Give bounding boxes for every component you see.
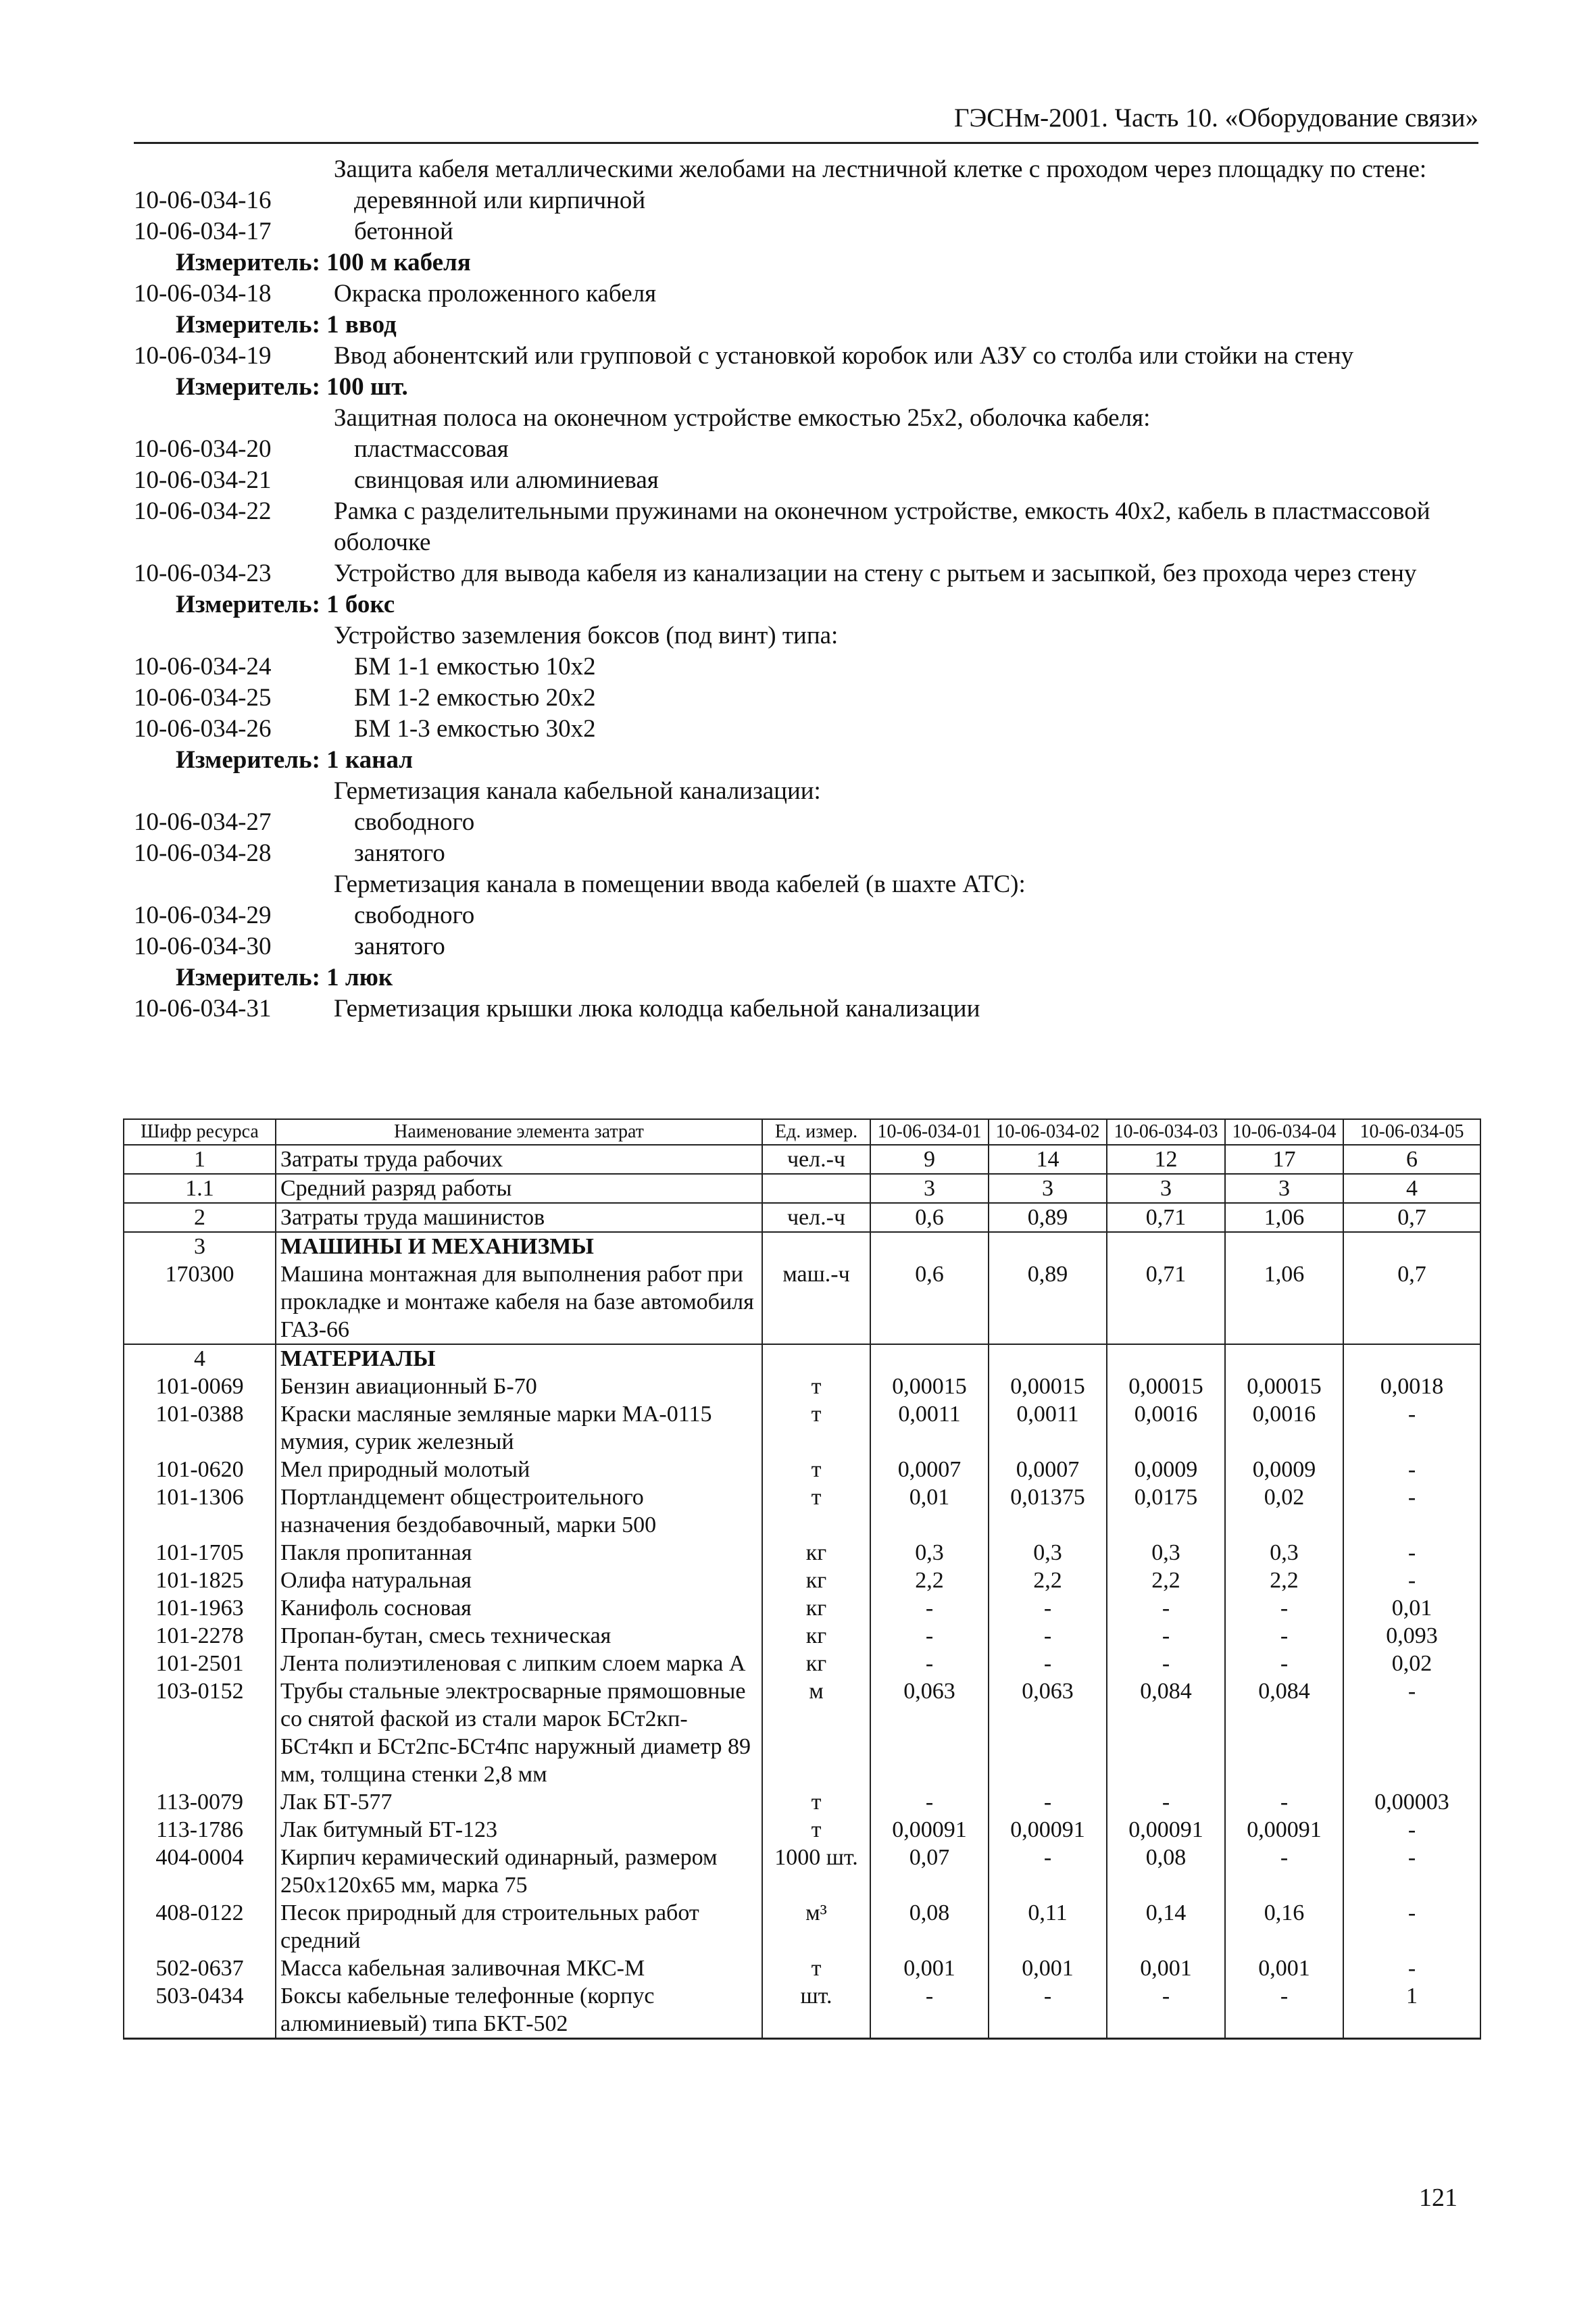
header-resource-code: Шифр ресурса <box>124 1119 276 1145</box>
cell-unit: м <box>762 1677 870 1788</box>
cell-resource-code: 408-0122 <box>124 1899 276 1954</box>
cell-unit <box>762 1232 870 1260</box>
table-row <box>124 1982 1480 2039</box>
table-row <box>124 1483 1480 1539</box>
page-header <box>134 101 1478 144</box>
cell-col-04 <box>1225 1232 1343 1260</box>
header-unit: Ед. измер. <box>762 1119 870 1145</box>
cell-resource-code: 502-0637 <box>124 1954 276 1982</box>
cell-col-03: 0,084 <box>1107 1677 1225 1788</box>
work-code: 10-06-034-21 <box>134 466 272 494</box>
cell-resource-code: 101-0388 <box>124 1400 276 1456</box>
cell-resource-code: 101-1705 <box>124 1539 276 1567</box>
cell-col-02: 0,0011 <box>989 1400 1107 1456</box>
table-row <box>124 1622 1480 1650</box>
cell-cost-element: МАТЕРИАЛЫ <box>276 1344 762 1373</box>
cell-col-03: 0,0009 <box>1107 1456 1225 1483</box>
cell-col-02 <box>989 1344 1107 1373</box>
work-description: БМ 1-3 емкостью 30х2 <box>354 715 596 743</box>
measure-unit-line <box>134 310 1485 341</box>
work-code: 10-06-034-28 <box>134 839 272 867</box>
cell-col-05: - <box>1343 1844 1480 1899</box>
work-description: свинцовая или алюминиевая <box>354 466 659 494</box>
table-row <box>124 1816 1480 1844</box>
cell-col-03: 0,71 <box>1107 1260 1225 1344</box>
cell-col-03: 0,71 <box>1107 1203 1225 1232</box>
table-row <box>124 1456 1480 1483</box>
cell-cost-element: Краски масляные земляные марки МА-0115 мумия, сурик железный <box>276 1400 762 1456</box>
cell-col-01: 0,3 <box>870 1539 989 1567</box>
cell-resource-code: 101-1963 <box>124 1594 276 1622</box>
cell-col-01: 0,063 <box>870 1677 989 1788</box>
work-entries-list <box>134 154 1485 1025</box>
work-code: 10-06-034-27 <box>134 808 272 836</box>
cell-col-03: - <box>1107 1982 1225 2039</box>
header-col-04: 10-06-034-04 <box>1225 1119 1343 1145</box>
work-entry <box>134 683 1485 714</box>
work-entry <box>134 993 1485 1025</box>
cell-col-02: - <box>989 1982 1107 2039</box>
cell-col-01: 0,00015 <box>870 1373 989 1400</box>
cell-resource-code: 101-0620 <box>124 1456 276 1483</box>
work-code: 10-06-034-22 <box>134 497 272 525</box>
cell-resource-code: 101-2278 <box>124 1622 276 1650</box>
work-description: Герметизация крышки люка колодца кабельной канализации <box>334 995 980 1023</box>
work-entry <box>134 807 1485 838</box>
cell-col-01: 0,00091 <box>870 1816 989 1844</box>
cell-cost-element: Машина монтажная для выполнения работ при прокладке и монтаже кабеля на базе автомобиля ГАЗ-66 <box>276 1260 762 1344</box>
cell-col-01: - <box>870 1594 989 1622</box>
cell-col-03: 0,14 <box>1107 1899 1225 1954</box>
table-row <box>124 1844 1480 1899</box>
work-description: занятого <box>354 933 445 960</box>
cell-col-05: - <box>1343 1456 1480 1483</box>
cell-col-04 <box>1225 1344 1343 1373</box>
work-description: Рамка с разделительными пружинами на оконечном устройстве, емкость 40х2, кабель в пластмассовой оболочке <box>334 497 1430 556</box>
cell-col-03: 0,3 <box>1107 1539 1225 1567</box>
cell-col-04: 3 <box>1225 1174 1343 1203</box>
cell-cost-element: МАШИНЫ И МЕХАНИЗМЫ <box>276 1232 762 1260</box>
header-cost-element: Наименование элемента затрат <box>276 1119 762 1145</box>
table-row <box>124 1203 1480 1232</box>
cell-col-01: 0,001 <box>870 1954 989 1982</box>
work-entry <box>134 465 1485 496</box>
work-code: 10-06-034-24 <box>134 653 272 681</box>
cell-col-03: 0,00091 <box>1107 1816 1225 1844</box>
cell-unit: шт. <box>762 1982 870 2039</box>
cell-col-03: 3 <box>1107 1174 1225 1203</box>
measure-unit-line <box>134 247 1485 278</box>
cell-col-04: - <box>1225 1650 1343 1677</box>
cell-col-01: 2,2 <box>870 1567 989 1594</box>
work-description: свободного <box>354 902 475 929</box>
cell-col-02: 0,0007 <box>989 1456 1107 1483</box>
cell-col-04: - <box>1225 1594 1343 1622</box>
cell-col-02: 0,00091 <box>989 1816 1107 1844</box>
work-code: 10-06-034-16 <box>134 187 272 214</box>
table-row <box>124 1400 1480 1456</box>
cell-col-05: 4 <box>1343 1174 1480 1203</box>
table-row <box>124 1899 1480 1954</box>
table-row <box>124 1567 1480 1594</box>
cell-col-03: - <box>1107 1622 1225 1650</box>
cell-col-04: 0,084 <box>1225 1677 1343 1788</box>
cell-col-04: 0,001 <box>1225 1954 1343 1982</box>
cell-col-01: 9 <box>870 1145 989 1174</box>
measure-unit-text: Измеритель: 100 м кабеля <box>176 249 471 276</box>
page-number: 121 <box>1419 2184 1457 2212</box>
cell-col-03 <box>1107 1232 1225 1260</box>
cell-unit <box>762 1174 870 1203</box>
work-entry <box>134 651 1485 683</box>
measure-unit-line <box>134 372 1485 403</box>
cell-col-05: 0,02 <box>1343 1650 1480 1677</box>
cell-col-04: 0,3 <box>1225 1539 1343 1567</box>
work-entry <box>134 558 1485 589</box>
cell-unit: т <box>762 1788 870 1816</box>
cell-col-04: 2,2 <box>1225 1567 1343 1594</box>
cell-unit: 1000 шт. <box>762 1844 870 1899</box>
work-code: 10-06-034-20 <box>134 435 272 463</box>
cell-col-05: - <box>1343 1899 1480 1954</box>
cell-resource-code: 101-1825 <box>124 1567 276 1594</box>
work-entry <box>134 403 1485 434</box>
table-row <box>124 1232 1480 1260</box>
work-description: Ввод абонентский или групповой с установкой коробок или АЗУ со столба или стойки на стену <box>334 342 1354 370</box>
cell-unit <box>762 1344 870 1373</box>
cell-unit: чел.-ч <box>762 1145 870 1174</box>
cell-col-01: 0,0011 <box>870 1400 989 1456</box>
cell-col-05: - <box>1343 1677 1480 1788</box>
page-header-title: ГЭСНм-2001. Часть 10. «Оборудование связи» <box>953 103 1478 132</box>
cell-col-03: 0,0175 <box>1107 1483 1225 1539</box>
work-entry <box>134 496 1485 558</box>
cell-col-02: - <box>989 1622 1107 1650</box>
cell-col-01: 0,6 <box>870 1260 989 1344</box>
work-description: занятого <box>354 839 445 867</box>
cell-unit: чел.-ч <box>762 1203 870 1232</box>
cell-col-04: - <box>1225 1844 1343 1899</box>
cell-col-03: 12 <box>1107 1145 1225 1174</box>
work-description: Герметизация канала в помещении ввода кабелей (в шахте АТС): <box>334 870 1026 898</box>
cell-unit: т <box>762 1954 870 1982</box>
cell-col-03: 0,001 <box>1107 1954 1225 1982</box>
cell-unit: маш.-ч <box>762 1260 870 1344</box>
measure-unit-line <box>134 745 1485 776</box>
cell-col-04: 0,0016 <box>1225 1400 1343 1456</box>
work-code: 10-06-034-31 <box>134 995 272 1023</box>
cell-col-01 <box>870 1232 989 1260</box>
work-entry <box>134 838 1485 869</box>
header-col-05: 10-06-034-05 <box>1343 1119 1480 1145</box>
work-code: 10-06-034-30 <box>134 933 272 960</box>
cell-col-04: - <box>1225 1982 1343 2039</box>
cell-cost-element: Лак битумный БТ-123 <box>276 1816 762 1844</box>
cell-cost-element: Масса кабельная заливочная МКС-М <box>276 1954 762 1982</box>
cell-col-05: 0,01 <box>1343 1594 1480 1622</box>
cell-cost-element: Портландцемент общестроительного назначения бездобавочный, марки 500 <box>276 1483 762 1539</box>
work-entry <box>134 278 1485 310</box>
cell-col-01: 0,0007 <box>870 1456 989 1483</box>
cell-unit: т <box>762 1456 870 1483</box>
cell-col-02: - <box>989 1788 1107 1816</box>
cell-unit: м³ <box>762 1899 870 1954</box>
table-row <box>124 1677 1480 1788</box>
cell-col-04: 0,00015 <box>1225 1373 1343 1400</box>
cell-col-02: - <box>989 1650 1107 1677</box>
table-row <box>124 1145 1480 1174</box>
cell-col-02: 0,063 <box>989 1677 1107 1788</box>
cell-col-01: 3 <box>870 1174 989 1203</box>
work-entry <box>134 216 1485 247</box>
table-row <box>124 1788 1480 1816</box>
cell-col-04: 0,00091 <box>1225 1816 1343 1844</box>
work-description: Устройство заземления боксов (под винт) типа: <box>334 622 839 649</box>
cell-col-02: 0,01375 <box>989 1483 1107 1539</box>
cell-col-01 <box>870 1344 989 1373</box>
cell-cost-element: Бензин авиационный Б-70 <box>276 1373 762 1400</box>
work-code: 10-06-034-19 <box>134 342 272 370</box>
cell-cost-element: Пропан-бутан, смесь техническая <box>276 1622 762 1650</box>
cell-cost-element: Канифоль сосновая <box>276 1594 762 1622</box>
cell-col-03: - <box>1107 1650 1225 1677</box>
work-code: 10-06-034-25 <box>134 684 272 712</box>
cell-col-03: 0,08 <box>1107 1844 1225 1899</box>
cell-unit: кг <box>762 1650 870 1677</box>
work-entry <box>134 931 1485 962</box>
cell-col-03: - <box>1107 1788 1225 1816</box>
cell-cost-element: Затраты труда машинистов <box>276 1203 762 1232</box>
cell-col-02: - <box>989 1594 1107 1622</box>
cell-resource-code: 113-0079 <box>124 1788 276 1816</box>
cell-col-01: - <box>870 1650 989 1677</box>
work-description: Окраска проложенного кабеля <box>334 280 657 307</box>
cell-col-05: 6 <box>1343 1145 1480 1174</box>
work-code: 10-06-034-18 <box>134 280 272 307</box>
work-entry <box>134 900 1485 931</box>
cell-col-01: 0,08 <box>870 1899 989 1954</box>
cell-cost-element: Боксы кабельные телефонные (корпус алюминиевый) типа БКТ-502 <box>276 1982 762 2039</box>
cell-col-03: - <box>1107 1594 1225 1622</box>
cell-col-05: - <box>1343 1400 1480 1456</box>
cell-resource-code: 101-1306 <box>124 1483 276 1539</box>
cell-unit: кг <box>762 1594 870 1622</box>
cell-col-01: - <box>870 1788 989 1816</box>
table-row <box>124 1594 1480 1622</box>
cell-cost-element: Кирпич керамический одинарный, размером 250х120х65 мм, марка 75 <box>276 1844 762 1899</box>
cell-col-02 <box>989 1232 1107 1260</box>
work-description: Герметизация канала кабельной канализации: <box>334 777 821 805</box>
cell-unit: т <box>762 1400 870 1456</box>
cell-col-05 <box>1343 1232 1480 1260</box>
cell-col-02: 2,2 <box>989 1567 1107 1594</box>
cell-col-03 <box>1107 1344 1225 1373</box>
cell-col-02: 3 <box>989 1174 1107 1203</box>
cell-resource-code: 113-1786 <box>124 1816 276 1844</box>
cell-col-04: 1,06 <box>1225 1203 1343 1232</box>
cell-col-05: - <box>1343 1483 1480 1539</box>
cell-col-05: - <box>1343 1954 1480 1982</box>
header-col-01: 10-06-034-01 <box>870 1119 989 1145</box>
cell-resource-code: 101-0069 <box>124 1373 276 1400</box>
cell-col-04: 0,02 <box>1225 1483 1343 1539</box>
cell-resource-code: 503-0434 <box>124 1982 276 2039</box>
cell-cost-element: Олифа натуральная <box>276 1567 762 1594</box>
cell-resource-code: 101-2501 <box>124 1650 276 1677</box>
cell-col-02: 0,3 <box>989 1539 1107 1567</box>
cell-cost-element: Лента полиэтиленовая с липким слоем марка А <box>276 1650 762 1677</box>
cell-col-02: 0,89 <box>989 1260 1107 1344</box>
measure-unit-text: Измеритель: 1 бокс <box>176 591 395 618</box>
cell-unit: т <box>762 1373 870 1400</box>
cell-col-01: - <box>870 1622 989 1650</box>
cell-col-05: - <box>1343 1567 1480 1594</box>
cell-col-01: 0,01 <box>870 1483 989 1539</box>
work-entry <box>134 776 1485 807</box>
measure-unit-text: Измеритель: 100 шт. <box>176 373 408 401</box>
work-entry <box>134 434 1485 465</box>
work-entry <box>134 714 1485 745</box>
work-description: БМ 1-2 емкостью 20х2 <box>354 684 596 712</box>
work-entry <box>134 185 1485 216</box>
cell-col-01: 0,6 <box>870 1203 989 1232</box>
cell-col-02: 0,89 <box>989 1203 1107 1232</box>
cell-resource-code: 1.1 <box>124 1174 276 1203</box>
table-row <box>124 1344 1480 1373</box>
cell-col-05: - <box>1343 1539 1480 1567</box>
cell-col-03: 0,0016 <box>1107 1400 1225 1456</box>
cell-col-02: - <box>989 1844 1107 1899</box>
work-entry <box>134 620 1485 651</box>
cell-col-02: 0,00015 <box>989 1373 1107 1400</box>
table-row <box>124 1650 1480 1677</box>
cell-cost-element: Средний разряд работы <box>276 1174 762 1203</box>
cell-unit: кг <box>762 1622 870 1650</box>
cell-resource-code: 103-0152 <box>124 1677 276 1788</box>
cell-col-02: 0,11 <box>989 1899 1107 1954</box>
cell-col-05: 0,0018 <box>1343 1373 1480 1400</box>
cell-col-04: - <box>1225 1622 1343 1650</box>
measure-unit-text: Измеритель: 1 ввод <box>176 311 397 339</box>
work-entry <box>134 869 1485 900</box>
cell-resource-code: 404-0004 <box>124 1844 276 1899</box>
table-row <box>124 1373 1480 1400</box>
cell-unit: кг <box>762 1539 870 1567</box>
measure-unit-text: Измеритель: 1 канал <box>176 746 414 774</box>
work-description: бетонной <box>354 218 453 245</box>
cell-col-01: 0,07 <box>870 1844 989 1899</box>
cell-cost-element: Трубы стальные электросварные прямошовные со снятой фаской из стали марок БСт2кп-БСт4кп и БСт2пс-БСт4пс наружный диаметр 89 мм, толщина стенки 2,8 мм <box>276 1677 762 1788</box>
work-description: пластмассовая <box>354 435 509 463</box>
work-description: Устройство для вывода кабеля из канализации на стену с рытьем и засыпкой, без прохода через стену <box>334 560 1417 587</box>
cell-resource-code: 1 <box>124 1145 276 1174</box>
cell-unit: т <box>762 1816 870 1844</box>
cell-resource-code: 170300 <box>124 1260 276 1344</box>
cell-col-05: 0,093 <box>1343 1622 1480 1650</box>
measure-unit-line <box>134 589 1485 620</box>
table-row <box>124 1539 1480 1567</box>
cell-col-04: 1,06 <box>1225 1260 1343 1344</box>
cell-cost-element: Пакля пропитанная <box>276 1539 762 1567</box>
cell-col-02: 14 <box>989 1145 1107 1174</box>
cell-col-05: 1 <box>1343 1982 1480 2039</box>
cell-resource-code: 4 <box>124 1344 276 1373</box>
cell-col-04: 0,16 <box>1225 1899 1343 1954</box>
work-entry <box>134 341 1485 372</box>
cell-cost-element: Мел природный молотый <box>276 1456 762 1483</box>
work-description: деревянной или кирпичной <box>354 187 646 214</box>
cell-cost-element: Лак БТ-577 <box>276 1788 762 1816</box>
work-description: БМ 1-1 емкостью 10х2 <box>354 653 596 681</box>
work-code: 10-06-034-17 <box>134 218 272 245</box>
cell-col-04: 17 <box>1225 1145 1343 1174</box>
table-row <box>124 1954 1480 1982</box>
table-row <box>124 1260 1480 1344</box>
cell-col-04: 0,0009 <box>1225 1456 1343 1483</box>
work-description: свободного <box>354 808 475 836</box>
work-entry <box>134 154 1485 185</box>
cell-col-05: 0,00003 <box>1343 1788 1480 1816</box>
table-header-row <box>124 1119 1480 1145</box>
work-code: 10-06-034-23 <box>134 560 272 587</box>
work-description: Защита кабеля металлическими желобами на лестничной клетке с проходом через площадку по стене: <box>334 155 1427 183</box>
work-code: 10-06-034-26 <box>134 715 272 743</box>
table-row <box>124 1174 1480 1203</box>
resource-table <box>123 1118 1481 2040</box>
cell-col-05: - <box>1343 1816 1480 1844</box>
cell-unit: т <box>762 1483 870 1539</box>
work-code: 10-06-034-29 <box>134 902 272 929</box>
header-col-03: 10-06-034-03 <box>1107 1119 1225 1145</box>
cell-col-03: 2,2 <box>1107 1567 1225 1594</box>
cell-col-02: 0,001 <box>989 1954 1107 1982</box>
cell-col-05 <box>1343 1344 1480 1373</box>
cell-unit: кг <box>762 1567 870 1594</box>
cell-col-01: - <box>870 1982 989 2039</box>
measure-unit-text: Измеритель: 1 люк <box>176 964 393 991</box>
cell-cost-element: Затраты труда рабочих <box>276 1145 762 1174</box>
cell-col-04: - <box>1225 1788 1343 1816</box>
cell-resource-code: 3 <box>124 1232 276 1260</box>
cell-col-03: 0,00015 <box>1107 1373 1225 1400</box>
measure-unit-line <box>134 962 1485 993</box>
work-description: Защитная полоса на оконечном устройстве емкостью 25х2, оболочка кабеля: <box>334 404 1151 432</box>
cell-col-05: 0,7 <box>1343 1203 1480 1232</box>
header-col-02: 10-06-034-02 <box>989 1119 1107 1145</box>
cell-cost-element: Песок природный для строительных работ средний <box>276 1899 762 1954</box>
cell-resource-code: 2 <box>124 1203 276 1232</box>
cell-col-05: 0,7 <box>1343 1260 1480 1344</box>
